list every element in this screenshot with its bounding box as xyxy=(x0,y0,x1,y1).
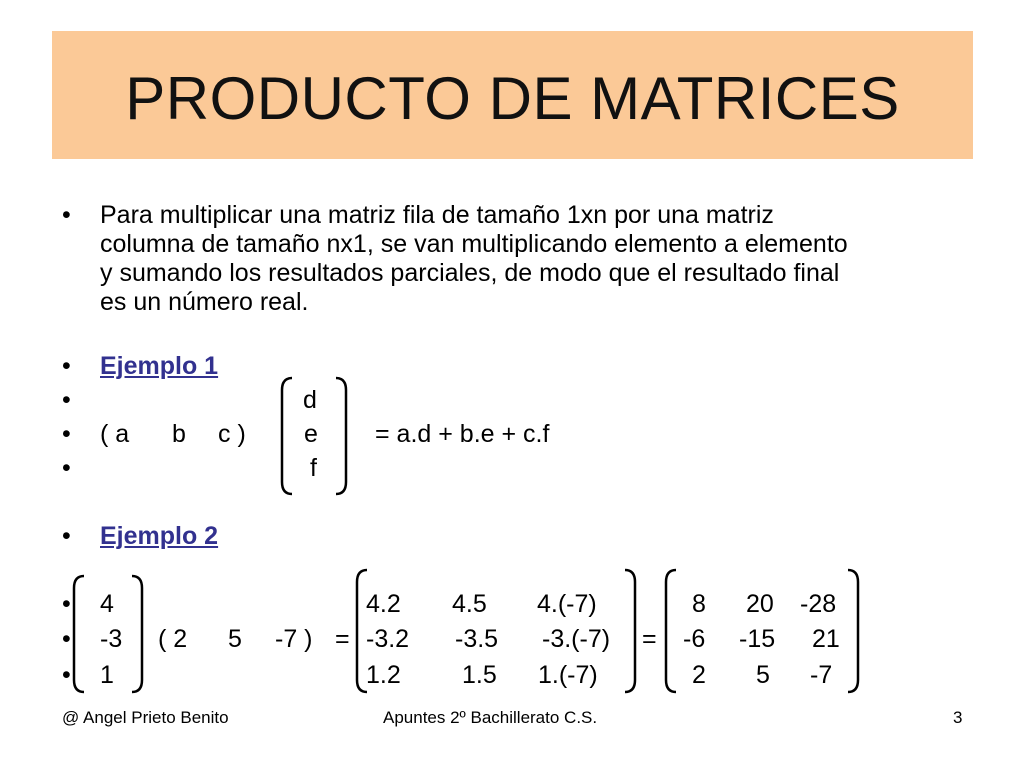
bullet: • xyxy=(62,420,71,448)
paragraph-line: columna de tamaño nx1, se van multiplicando elemento a elemento xyxy=(100,230,848,258)
footer-page-number: 3 xyxy=(953,708,963,727)
title-banner xyxy=(52,31,973,159)
result-cell: 2 xyxy=(692,661,706,689)
result-cell: -28 xyxy=(800,590,837,618)
product-cell: 1.(-7) xyxy=(538,661,598,689)
row-vector-c: c ) xyxy=(218,420,246,448)
intro-paragraph xyxy=(100,201,848,317)
product-cell: 4.(-7) xyxy=(537,590,597,618)
product-cell: 4.2 xyxy=(366,590,401,618)
product-cell: 4.5 xyxy=(452,590,487,618)
bullet: • xyxy=(62,386,71,414)
row-cell: 5 xyxy=(228,625,242,653)
bullet: • xyxy=(62,522,71,550)
equals-sign: = xyxy=(642,625,657,653)
result-cell: 21 xyxy=(812,625,840,653)
bullet: • xyxy=(62,625,71,653)
column-cell: 1 xyxy=(100,661,114,689)
example2-heading: Ejemplo 2 xyxy=(100,522,219,550)
row-cell: ( 2 xyxy=(158,625,188,653)
column-vector-f: f xyxy=(310,454,317,482)
bullet: • xyxy=(62,352,71,380)
bullet: • xyxy=(62,454,71,482)
result-cell: 5 xyxy=(756,661,770,689)
example1-result: = a.d + b.e + c.f xyxy=(375,420,550,448)
result-cell: -15 xyxy=(739,625,776,653)
column-cell: 4 xyxy=(100,590,114,618)
bullet: • xyxy=(62,661,71,689)
result-cell: -6 xyxy=(683,625,706,653)
paragraph-line: Para multiplicar una matriz fila de tamaño 1xn por una matriz xyxy=(100,201,774,229)
bullet: • xyxy=(62,590,71,618)
slide-title: PRODUCTO DE MATRICES xyxy=(125,65,900,132)
product-cell: 1.2 xyxy=(366,661,401,689)
product-cell: 1.5 xyxy=(462,661,497,689)
row-cell: -7 ) xyxy=(275,625,313,653)
paragraph-line: es un número real. xyxy=(100,288,309,316)
column-vector-e: e xyxy=(304,420,318,448)
product-cell: -3.2 xyxy=(366,625,410,653)
result-cell: -7 xyxy=(810,661,833,689)
product-cell: -3.(-7) xyxy=(542,625,611,653)
product-cell: -3.5 xyxy=(455,625,499,653)
bullet: • xyxy=(62,201,71,229)
row-vector-a: ( a xyxy=(100,420,130,448)
column-cell: -3 xyxy=(100,625,123,653)
row-vector-b: b xyxy=(172,420,186,448)
paragraph-line: y sumando los resultados parciales, de modo que el resultado final xyxy=(100,259,840,287)
column-vector-d: d xyxy=(303,386,317,414)
result-cell: 8 xyxy=(692,590,706,618)
example1-heading: Ejemplo 1 xyxy=(100,352,219,380)
equals-sign: = xyxy=(335,625,350,653)
footer-author: @ Angel Prieto Benito xyxy=(62,708,229,727)
footer-course: Apuntes 2º Bachillerato C.S. xyxy=(383,708,598,727)
result-cell: 20 xyxy=(746,590,774,618)
